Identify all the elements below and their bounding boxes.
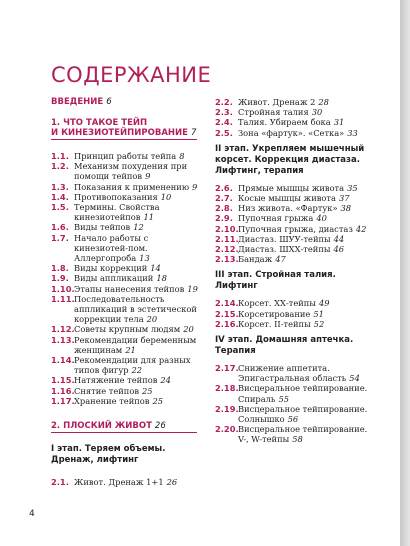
toc-entry-title: Зона «фартук». «Сетка» [238, 127, 345, 138]
toc-entry-number: 1.12. [51, 324, 75, 335]
toc-entry-title: Пупочная грыжа [238, 213, 314, 224]
toc-entry-page: 14 [150, 263, 161, 274]
toc-entry-page: 40 [316, 213, 327, 224]
toc-entry [215, 224, 375, 234]
toc-entry-page: 12 [133, 222, 144, 233]
toc-entry-page: 55 [278, 393, 290, 404]
toc-entry-page: 51 [313, 308, 324, 319]
toc-entry-page: 10 [160, 191, 172, 202]
stage-2-heading: II этап. Укрепляем мышечный корсет. Коррекция диастаза. Лифтинг, терапия [215, 143, 365, 176]
intro-page: 6 [106, 97, 112, 107]
toc-entry-title: Висцеральное тейпирование. Спираль [238, 383, 368, 404]
toc-entry [51, 477, 199, 487]
toc-entry-page: 31 [333, 117, 345, 128]
toc-entry-title: Рекомендации для разных типов фигур [74, 355, 191, 376]
toc-entry [51, 284, 199, 294]
toc-entry-number: 2.5. [215, 127, 233, 138]
toc-entry-number: 1.11. [51, 293, 75, 304]
toc-entry [51, 263, 199, 273]
toc-entry [215, 107, 375, 117]
toc-entry [215, 298, 375, 308]
toc-entry-number: 2.20. [215, 424, 239, 435]
toc-entry-number: 1.8. [51, 263, 69, 274]
toc-intro [51, 97, 199, 107]
toc-entry-number: 2.12. [215, 244, 239, 255]
toc-entry-page: 20 [146, 314, 158, 325]
toc-entry [51, 324, 199, 334]
toc-entry-title: Виды коррекций [74, 263, 148, 274]
toc-entry-title: Стройная талия [238, 107, 309, 118]
toc-entry-title: Хранение тейпов [74, 395, 150, 406]
toc-entry-number: 1.13. [51, 334, 75, 345]
toc-entry [215, 254, 375, 264]
page-title: СОДЕРЖАНИЕ [51, 63, 212, 87]
toc-entry-page: 8 [179, 151, 185, 161]
toc-entry-title: Диастаз. ШХХ-тейпы [238, 244, 331, 255]
toc-entry-title: Этапы нанесения тейпов [74, 283, 185, 294]
toc-entry [51, 355, 199, 375]
toc-entry-page: 22 [131, 365, 143, 376]
toc-entry [51, 222, 199, 232]
toc-entry-page: 46 [333, 244, 345, 255]
section-2-label: 2. ПЛОСКИЙ ЖИВОТ [51, 421, 152, 432]
toc-items-stage-4 [215, 363, 375, 445]
toc-entry-title: Принцип работы тейпа [74, 151, 177, 161]
toc-entry-number: 1.2. [51, 161, 69, 172]
toc-section-1 [51, 118, 199, 140]
toc-entry-number: 1.16. [51, 385, 75, 396]
toc-entry-title: Натяжение тейпов [74, 375, 158, 386]
toc-entry [51, 161, 199, 181]
toc-entry-number: 2.13. [215, 254, 239, 265]
toc-entry-number: 2.17. [215, 363, 239, 374]
toc-entry-title: Корсетирование [238, 308, 311, 319]
toc-entry-title: Косые мышцы живота [238, 193, 336, 204]
toc-entry-page: 42 [355, 223, 367, 234]
toc-entry-page: 13 [139, 253, 150, 264]
toc-entry [51, 335, 199, 355]
toc-entry-number: 2.9. [215, 213, 233, 224]
stage-1-heading: I этап. Теряем объемы. Дренаж, лифтинг [51, 444, 166, 466]
toc-entry-page: 18 [156, 273, 167, 284]
toc-entry-title: Висцеральное тейпирование. Солнышко [238, 403, 368, 425]
toc-entry [51, 273, 199, 283]
toc-entry-page: 54 [349, 373, 360, 384]
toc-entry-number: 1.10. [51, 283, 75, 294]
stage-3-heading: III этап. Стройная талия. Лифтинг [215, 270, 336, 292]
toc-entry [51, 202, 199, 222]
toc-entry [51, 151, 199, 161]
toc-entry [215, 193, 375, 203]
toc-entry-page: 44 [333, 233, 345, 244]
toc-entry-title: Снижение аппетита. Эпигастральная область [238, 363, 347, 384]
toc-entry-page: 30 [311, 107, 323, 118]
section-1-line2: И КИНЕЗИОТЕЙПИРОВАНИЕ [51, 128, 188, 138]
toc-entry-number: 2.19. [215, 403, 239, 414]
toc-entry-title: Виды тейпов [74, 222, 131, 233]
toc-entry-page: 58 [292, 434, 303, 445]
toc-entry-page: 35 [347, 182, 358, 193]
toc-entry-number: 2.18. [215, 383, 239, 394]
toc-entry-page: 33 [347, 127, 358, 138]
toc-entry-number: 2.4. [215, 117, 233, 128]
toc-entry-page: 47 [275, 254, 286, 265]
toc-entry-number: 1.15. [51, 375, 75, 386]
toc-entry [215, 213, 375, 223]
toc-entry-title: Пупочная грыжа, диастаз [238, 223, 353, 234]
toc-entry [51, 396, 199, 406]
toc-entry [51, 233, 199, 264]
section-1-line1: 1. ЧТО ТАКОЕ ТЕЙП [51, 118, 148, 128]
toc-entry-number: 1.1. [51, 151, 69, 161]
toc-entry-number: 1.4. [51, 191, 69, 202]
toc-entry-title: Термины. Свойства кинезиотейпов [74, 202, 160, 223]
toc-entry-title: Диастаз. ШУУ-тейпы [238, 233, 331, 244]
toc-left-column [51, 97, 199, 487]
toc-entry-page: 49 [318, 298, 330, 309]
toc-entry [215, 234, 375, 244]
toc-entry-page: 56 [287, 414, 299, 425]
toc-entry-page: 25 [142, 385, 153, 396]
toc-entry [215, 97, 375, 107]
toc-entry [51, 182, 199, 192]
toc-entry-page: 26 [166, 477, 178, 488]
toc-entry-title: Бандаж [238, 254, 273, 265]
toc-entry [215, 319, 375, 329]
toc-entry-title: Корсет. II-тейпы [238, 318, 311, 329]
toc-entry-number: 2.15. [215, 308, 239, 319]
toc-items-section-1 [51, 151, 199, 406]
toc-entry [215, 404, 375, 424]
toc-entry [51, 375, 199, 385]
toc-entry-page: 11 [143, 212, 154, 223]
toc-entry-number: 2.3. [215, 107, 233, 118]
toc-entry-title: Рекомендации беременным женщинам [74, 334, 197, 355]
toc-entry [51, 294, 199, 325]
toc-entry-page: 52 [313, 318, 325, 329]
toc-entry-number: 2.8. [215, 203, 233, 214]
toc-entry-page: 25 [152, 395, 164, 406]
toc-entry-title: Последовательность аппликаций в эстетической коррекции тела [74, 293, 197, 325]
stage-4-heading: IV этап. Домашняя аптечка. Терапия [215, 335, 354, 357]
toc-entry-title: Живот. Дренаж 2 [238, 97, 316, 107]
toc-entry-page: 20 [183, 324, 194, 335]
toc-entry [215, 203, 375, 213]
toc-entry-page: 21 [125, 344, 136, 355]
toc-items-stage-1-left [51, 477, 199, 487]
toc-items-stage-3 [215, 298, 375, 329]
toc-entry [215, 383, 375, 403]
toc-entry-title: Советы крупным людям [74, 324, 181, 335]
toc-entry-number: 2.10. [215, 223, 239, 234]
toc-entry-number: 1.3. [51, 181, 69, 192]
toc-entry [215, 128, 375, 138]
toc-section-2 [51, 421, 199, 433]
page-number: 4 [29, 509, 35, 519]
toc-entry-title: Механизм похудения при помощи тейпов [74, 161, 188, 182]
toc-entry-number: 1.17. [51, 395, 75, 406]
toc-entry-title: Талия. Убираем бока [238, 117, 331, 128]
toc-entry [215, 363, 375, 383]
toc-entry-page: 9 [192, 181, 198, 192]
toc-entry-title: Прямые мышцы живота [238, 182, 345, 193]
section-2-page: 26 [154, 421, 166, 432]
toc-entry-number: 1.7. [51, 232, 69, 243]
toc-entry [215, 244, 375, 254]
toc-entry-title: Корсет. ХХ-тейпы [238, 298, 316, 309]
toc-entry-title: Снятие тейпов [74, 385, 140, 396]
toc-entry [51, 192, 199, 202]
toc-entry-number: 1.14. [51, 355, 75, 366]
toc-entry-number: 2.7. [215, 193, 233, 204]
toc-entry-page: 28 [318, 97, 329, 107]
toc-entry-page: 37 [338, 193, 350, 204]
toc-items-stage-2 [215, 183, 375, 265]
toc-entry-title: Начало работы с кинезиотей-пом. Аллергопроба [74, 232, 149, 264]
toc-entry-title: Низ живота. «Фартук» [238, 203, 338, 214]
toc-entry-number: 1.5. [51, 202, 69, 213]
toc-items-stage-1-right [215, 97, 375, 138]
page-edge-shadow [400, 0, 410, 546]
toc-entry [215, 117, 375, 127]
toc-entry-number: 2.6. [215, 182, 233, 193]
toc-entry-page: 9 [145, 171, 151, 182]
toc-entry-number: 2.16. [215, 318, 239, 329]
toc-entry [215, 424, 375, 444]
toc-entry-number: 1.9. [51, 273, 69, 284]
toc-entry-page: 24 [160, 375, 171, 386]
toc-entry-number: 2.14. [215, 298, 239, 309]
toc-entry-title: Виды аппликаций [74, 273, 154, 284]
toc-entry-title: Показания к применению [74, 181, 190, 192]
toc-entry-number: 2.11. [215, 233, 239, 244]
toc-entry-page: 19 [187, 283, 198, 294]
toc-entry-number: 2.1. [51, 477, 69, 488]
toc-right-column [215, 97, 375, 445]
toc-entry [51, 386, 199, 396]
toc-entry-number: 2.2. [215, 97, 233, 107]
intro-label: ВВЕДЕНИЕ [51, 97, 104, 107]
toc-entry-page: 38 [340, 203, 352, 214]
toc-entry-title: Живот. Дренаж 1+1 [74, 477, 164, 488]
toc-entry-title: Противопоказания [74, 191, 158, 202]
section-1-page: 7 [190, 128, 197, 138]
toc-entry-number: 1.6. [51, 222, 69, 233]
toc-entry-title: Висцеральное тейпирование. V-, W-тейпы [238, 424, 368, 445]
toc-entry [215, 183, 375, 193]
toc-entry [215, 309, 375, 319]
